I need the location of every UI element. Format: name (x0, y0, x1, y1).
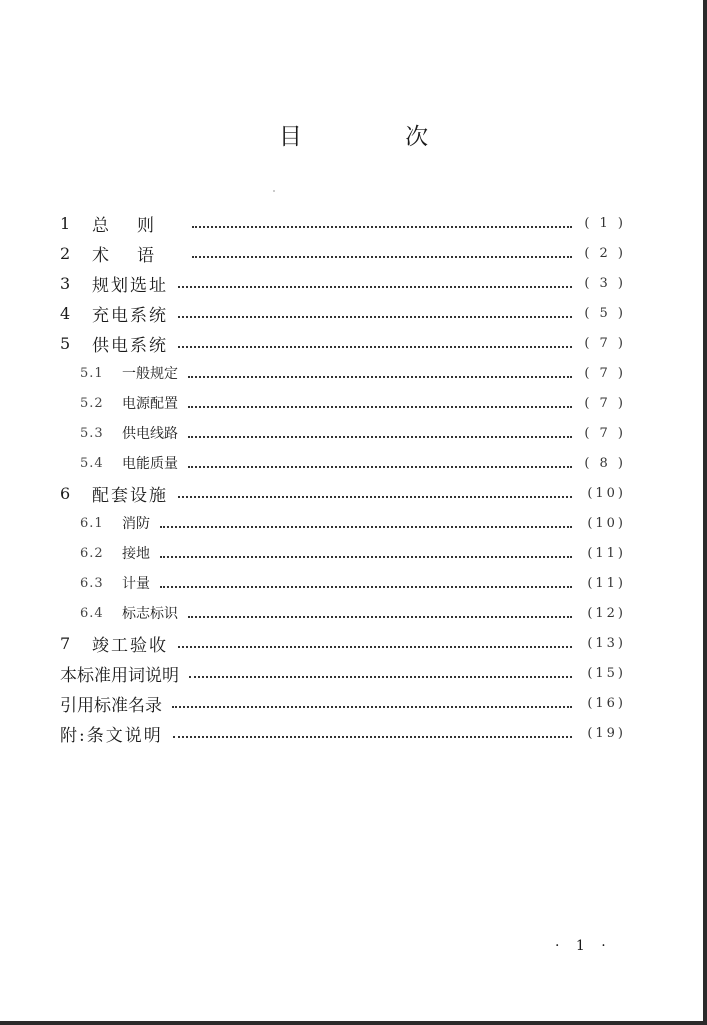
dot-leader (188, 465, 572, 468)
dot-leader (178, 285, 572, 288)
toc-number: 6.3 (80, 575, 104, 591)
toc-label: 供电线路 (122, 426, 178, 442)
toc-page: (16) (587, 695, 626, 711)
toc-entry-5-4[interactable] (60, 448, 626, 478)
toc-page: (10) (587, 485, 626, 501)
dot-leader (192, 255, 572, 258)
toc-entry-6-4[interactable] (60, 598, 626, 628)
toc-page: ( 7 ) (584, 365, 626, 381)
toc-page: ( 2 ) (584, 245, 626, 261)
dot-leader (188, 405, 572, 408)
toc-number: 5.3 (80, 425, 104, 441)
toc-label: 附:条文说明 (60, 725, 163, 746)
toc-page: ( 7 ) (584, 425, 626, 441)
toc-entry-cited-standards[interactable] (60, 688, 626, 718)
toc-number: 3 (60, 273, 71, 293)
toc-label: 引用标准名录 (60, 695, 162, 716)
table-of-contents (60, 208, 626, 748)
dot-leader (172, 705, 572, 708)
toc-label: 本标准用词说明 (60, 665, 179, 686)
scan-speck (273, 190, 275, 192)
toc-page: (15) (587, 665, 626, 681)
toc-label: 接地 (122, 546, 150, 562)
dot-leader (188, 615, 572, 618)
toc-number: 6.1 (80, 515, 104, 531)
dot-leader (178, 495, 572, 498)
toc-page: ( 3 ) (584, 275, 626, 291)
toc-label: 总则 (92, 215, 182, 236)
toc-label: 消防 (122, 516, 150, 532)
toc-number: 6.4 (80, 605, 104, 621)
toc-label: 供电系统 (92, 335, 168, 356)
toc-number: 7 (60, 633, 71, 653)
toc-entry-6[interactable] (60, 478, 626, 508)
toc-page: (11) (587, 545, 626, 561)
toc-entry-3[interactable] (60, 268, 626, 298)
toc-page: (10) (587, 515, 626, 531)
toc-page: ( 1 ) (584, 215, 626, 231)
dot-leader (188, 435, 572, 438)
toc-label: 规划选址 (92, 275, 168, 296)
toc-number: 6.2 (80, 545, 104, 561)
dot-leader (178, 345, 572, 348)
dot-leader (160, 555, 572, 558)
toc-label: 充电系统 (92, 305, 168, 326)
toc-number: 5.2 (80, 395, 104, 411)
toc-entry-6-2[interactable] (60, 538, 626, 568)
dot-leader (178, 315, 572, 318)
toc-entry-6-3[interactable] (60, 568, 626, 598)
toc-entry-4[interactable] (60, 298, 626, 328)
toc-label: 术语 (92, 245, 182, 266)
scan-bottom-border (0, 1021, 707, 1025)
toc-number: 2 (60, 243, 71, 263)
toc-page: (13) (587, 635, 626, 651)
toc-entry-1[interactable] (60, 208, 626, 238)
toc-entry-7[interactable] (60, 628, 626, 658)
toc-number: 1 (60, 213, 71, 233)
page-title: 目 次 (278, 124, 477, 150)
toc-label: 竣工验收 (92, 635, 168, 656)
toc-page: ( 7 ) (584, 395, 626, 411)
dot-leader (160, 525, 572, 528)
toc-entry-5-3[interactable] (60, 418, 626, 448)
toc-number: 4 (60, 303, 71, 323)
toc-entry-explanation[interactable] (60, 718, 626, 748)
toc-label: 标志标识 (122, 606, 178, 622)
toc-label: 电源配置 (122, 396, 178, 412)
toc-number: 5.1 (80, 365, 104, 381)
dot-leader (192, 225, 572, 228)
toc-page: ( 8 ) (584, 455, 626, 471)
dot-leader (160, 585, 572, 588)
toc-entry-5-2[interactable] (60, 388, 626, 418)
toc-number: 6 (60, 483, 71, 503)
toc-entry-5-1[interactable] (60, 358, 626, 388)
dot-leader (188, 375, 572, 378)
toc-entry-5[interactable] (60, 328, 626, 358)
scan-right-border (703, 0, 707, 1025)
dot-leader (189, 675, 572, 678)
toc-page: ( 5 ) (584, 305, 626, 321)
toc-page: (12) (587, 605, 626, 621)
toc-page: (11) (587, 575, 626, 591)
toc-label: 计量 (122, 576, 150, 592)
toc-page: (19) (587, 725, 626, 741)
toc-label: 配套设施 (92, 485, 168, 506)
toc-label: 电能质量 (122, 456, 178, 472)
toc-number: 5.4 (80, 455, 104, 471)
dot-leader (178, 645, 572, 648)
toc-entry-2[interactable] (60, 238, 626, 268)
toc-number: 5 (60, 333, 71, 353)
toc-entry-wording[interactable] (60, 658, 626, 688)
toc-page: ( 7 ) (584, 335, 626, 351)
toc-entry-6-1[interactable] (60, 508, 626, 538)
toc-label: 一般规定 (122, 366, 178, 382)
page-number: · 1 · (555, 938, 612, 954)
dot-leader (173, 735, 572, 738)
